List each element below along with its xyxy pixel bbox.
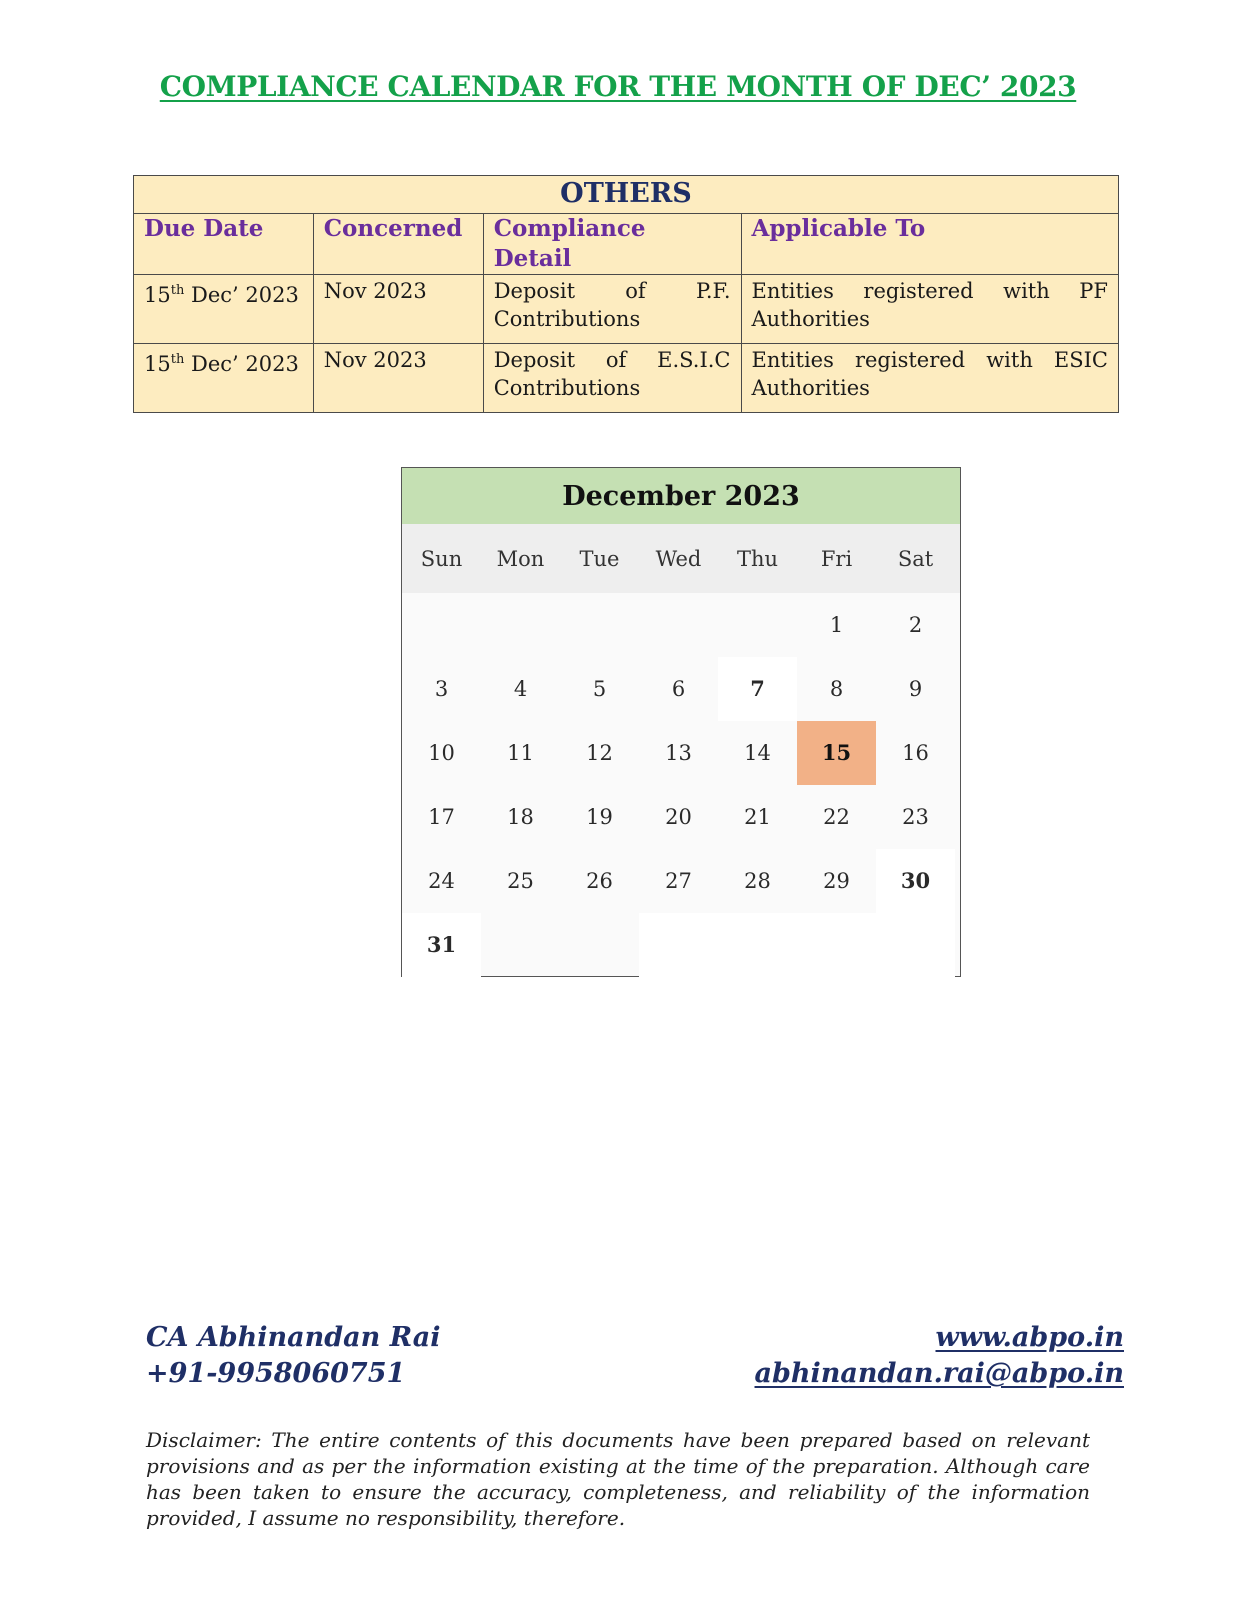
calendar-empty-cell [639,913,718,977]
compliance-detail-cell: Deposit of P.F. Contributions [483,275,741,344]
website-link[interactable]: www.abpo.in [935,1322,1124,1353]
calendar-empty-cell [560,913,639,977]
table-header-row [134,214,1119,275]
calendar-day-cell: 10 [428,741,455,765]
calendar-month-title: December 2023 [402,468,960,524]
due-date-cell: 15th Dec’ 2023 [134,344,314,413]
calendar-empty-cell [481,913,560,977]
calendar-day-cell: 4 [513,677,528,701]
author-contact [146,1320,441,1392]
table-section-heading: OTHERS [134,176,1119,214]
calendar-day-cell: 26 [586,869,613,893]
calendar-empty-cell [718,913,797,977]
calendar-empty-cell [639,593,718,657]
calendar-day-cell: 11 [507,741,534,765]
page-title: COMPLIANCE CALENDAR FOR THE MONTH OF DEC’ 2023 [159,70,1077,103]
column-header-applicable-to: Applicable To [741,214,1119,275]
author-name: CA Abhinandan Rai [146,1322,441,1353]
calendar-day-cell: 12 [586,741,613,765]
calendar-day-cell: 18 [507,805,534,829]
calendar-day-cell: 24 [428,869,455,893]
due-date-cell: 15th Dec’ 2023 [134,275,314,344]
month-calendar [401,467,961,977]
calendar-day-cell: 7 [718,657,797,721]
calendar-day-cell: 31 [402,913,481,977]
calendar-day-cell: 27 [665,869,692,893]
concerned-cell: Nov 2023 [313,275,483,344]
calendar-day-cell: 25 [507,869,534,893]
calendar-day-cell: 14 [744,741,771,765]
weekday-label: Tue [579,546,620,571]
column-header-due-date: Due Date [134,214,314,275]
calendar-day-cell: 23 [902,805,929,829]
calendar-day-cell: 22 [823,805,850,829]
weekday-label: Fri [820,546,853,571]
calendar-empty-cell [402,593,481,657]
calendar-day-cell: 9 [908,677,923,701]
calendar-weekday-row [402,524,960,593]
calendar-day-cell: 6 [671,677,686,701]
calendar-day-cell: 16 [902,741,929,765]
calendar-empty-cell [560,593,639,657]
column-header-compliance-detail: Compliance Detail [483,214,741,275]
others-compliance-table [133,175,1119,413]
concerned-cell: Nov 2023 [313,344,483,413]
table-row [134,344,1119,413]
calendar-empty-cell [876,913,955,977]
weekday-label: Mon [496,546,545,571]
disclaimer-text: Disclaimer: The entire contents of this documents have been prepared based on relevant provisions and as per the information existing at the time of the preparation. Although care has been taken to ensure the accuracy, completeness, and reliability of the information provided, I assume no responsibility, therefore. [146,1428,1090,1530]
calendar-day-cell: 28 [744,869,771,893]
weekday-label: Sun [420,546,463,571]
table-row [134,275,1119,344]
calendar-day-cell: 3 [434,677,449,701]
applicable-to-cell: Entities registered with PF Authorities [741,275,1119,344]
calendar-day-cell: 17 [428,805,455,829]
email-link[interactable]: abhinandan.rai@abpo.in [754,1358,1124,1389]
calendar-empty-cell [718,593,797,657]
calendar-empty-cell [481,593,560,657]
calendar-day-cell: 2 [908,613,923,637]
calendar-day-cell: 19 [586,805,613,829]
calendar-empty-cell [797,913,876,977]
calendar-day-cell: 8 [829,677,844,701]
calendar-day-cell: 20 [665,805,692,829]
author-links [755,1320,1124,1392]
compliance-detail-cell: Deposit of E.S.I.C Contributions [483,344,741,413]
calendar-day-cell: 15 [797,721,876,785]
calendar-day-cell: 21 [744,805,771,829]
weekday-label: Sat [897,546,934,571]
calendar-day-cell: 1 [829,613,844,637]
weekday-label: Wed [655,546,702,571]
applicable-to-cell: Entities registered with ESIC Authorities [741,344,1119,413]
author-phone: +91-9958060751 [146,1358,406,1389]
calendar-day-cell: 5 [592,677,607,701]
column-header-concerned: Concerned [313,214,483,275]
calendar-day-cell: 13 [665,741,692,765]
calendar-day-grid [402,593,960,977]
weekday-label: Thu [736,546,779,571]
calendar-day-cell: 29 [823,869,850,893]
calendar-day-cell: 30 [876,849,955,913]
